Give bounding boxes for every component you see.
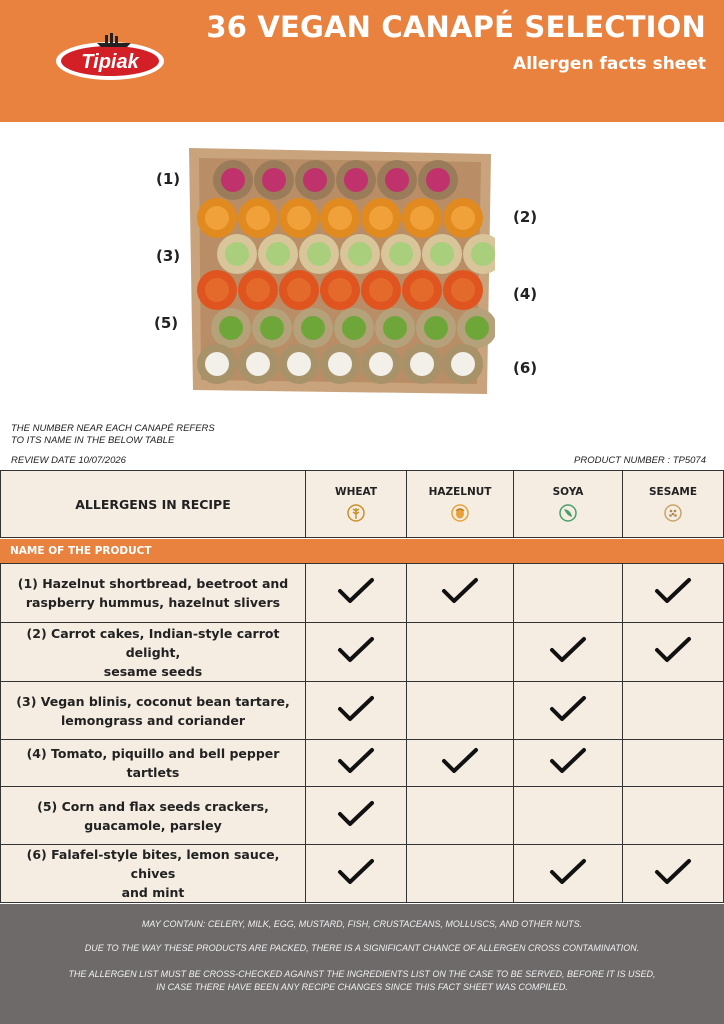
sesame-icon <box>664 504 682 522</box>
may-contain-text: MAY CONTAIN: CELERY, MILK, EGG, MUSTARD, FISH, CRUSTACEANS, MOLLUSCS, AND OTHER NUTS. <box>141 919 583 929</box>
allergen-column-soya <box>513 470 623 538</box>
allergen-cell-hazelnut <box>406 563 514 623</box>
checkmark-icon <box>549 694 587 724</box>
page-title: 36 VEGAN CANAPÉ SELECTION <box>206 10 706 44</box>
image-label-1: (1) <box>156 170 181 188</box>
allergen-cell-hazelnut <box>406 739 514 787</box>
note-line-2: TO ITS NAME IN THE BELOW TABLE <box>11 435 175 446</box>
cross-check-text-line-2: IN CASE THERE HAVE BEEN ANY RECIPE CHANGES SINCE THIS FACT SHEET WAS COMPILED. <box>156 982 568 992</box>
product-name-line-2: lemongrass and coriander <box>60 712 246 728</box>
image-label-3: (3) <box>156 247 181 265</box>
allergen-cell-soya <box>513 844 623 903</box>
checkmark-icon <box>654 576 692 606</box>
cross-contamination-text: DUE TO THE WAY THESE PRODUCTS ARE PACKED, THERE IS A SIGNIFICANT CHANCE OF ALLERGEN CROSS CONTAMINATION. <box>84 943 640 953</box>
allergen-cell-sesame <box>622 786 724 845</box>
product-name-line-2: guacamole, parsley <box>84 817 222 833</box>
allergen-cell-hazelnut <box>406 622 514 682</box>
allergen-cell-soya <box>513 786 623 845</box>
product-name-cell <box>0 786 306 845</box>
hazelnut-icon <box>451 504 469 522</box>
allergen-name: HAZELNUT <box>428 486 492 498</box>
checkmark-icon <box>337 635 375 665</box>
tipiak-logo <box>55 33 165 81</box>
checkmark-icon <box>337 694 375 724</box>
product-name-line-2: sesame seeds <box>103 663 203 679</box>
allergen-cell-sesame <box>622 681 724 740</box>
section-band-product-name: NAME OF THE PRODUCT <box>0 539 724 563</box>
allergen-name: SESAME <box>648 486 698 498</box>
product-name-line-1: (1) Hazelnut shortbread, beetroot and <box>17 576 289 591</box>
allergen-cell-wheat <box>305 844 407 903</box>
allergen-cell-hazelnut <box>406 844 514 903</box>
header-banner <box>0 0 724 122</box>
allergen-cell-sesame <box>622 739 724 787</box>
checkmark-icon <box>337 576 375 606</box>
allergen-cell-soya <box>513 622 623 682</box>
product-name-line-1: (4) Tomato, piquillo and bell pepper tartlets <box>26 746 280 780</box>
checkmark-icon <box>654 635 692 665</box>
allergen-cell-sesame <box>622 622 724 682</box>
product-name-cell <box>0 622 306 682</box>
allergen-cell-soya <box>513 739 623 787</box>
allergen-column-hazelnut <box>406 470 514 538</box>
checkmark-icon <box>337 799 375 829</box>
product-name-line-2: and mint <box>121 885 185 900</box>
checkmark-icon <box>337 857 375 887</box>
checkmark-icon <box>441 746 479 776</box>
image-label-2: (2) <box>513 208 538 226</box>
checkmark-icon <box>337 746 375 776</box>
product-name-line-2: raspberry hummus, hazelnut slivers <box>25 595 281 610</box>
allergen-name: WHEAT <box>334 486 377 498</box>
logo-text: Tipiak <box>81 51 139 73</box>
checkmark-icon <box>549 635 587 665</box>
allergen-cell-sesame <box>622 844 724 903</box>
allergen-column-wheat <box>305 470 407 538</box>
image-label-5: (5) <box>154 314 179 332</box>
allergen-cell-wheat <box>305 681 407 740</box>
product-name-line-1: (3) Vegan blinis, coconut bean tartare, <box>16 693 290 709</box>
allergen-name: SOYA <box>552 486 584 498</box>
product-name-line-1: (2) Carrot cakes, Indian-style carrot delight, <box>26 625 280 660</box>
allergen-cell-hazelnut <box>406 681 514 740</box>
product-name-line-1: (5) Corn and flax seeds crackers, <box>37 798 269 814</box>
product-name-cell <box>0 844 306 903</box>
product-number: PRODUCT NUMBER : TP5074 <box>574 455 706 466</box>
allergen-cell-sesame <box>622 563 724 623</box>
checkmark-icon <box>549 746 587 776</box>
table-header-label: ALLERGENS IN RECIPE <box>0 470 306 538</box>
soya-icon <box>559 504 577 522</box>
allergen-cell-wheat <box>305 622 407 682</box>
wheat-icon <box>347 504 365 522</box>
allergen-cell-wheat <box>305 786 407 845</box>
footer-disclaimer <box>0 904 724 1024</box>
product-name-cell <box>0 681 306 740</box>
note-line-1: THE NUMBER NEAR EACH CANAPÉ REFERS <box>11 423 215 434</box>
allergen-cell-wheat <box>305 739 407 787</box>
product-name-cell <box>0 563 306 623</box>
allergen-cell-hazelnut <box>406 786 514 845</box>
allergen-cell-soya <box>513 563 623 623</box>
image-label-4: (4) <box>513 285 538 303</box>
review-date: REVIEW DATE 10/07/2026 <box>11 455 126 466</box>
allergen-cell-wheat <box>305 563 407 623</box>
image-label-6: (6) <box>513 359 538 377</box>
allergen-cell-soya <box>513 681 623 740</box>
checkmark-icon <box>549 857 587 887</box>
page-subtitle: Allergen facts sheet <box>513 54 706 74</box>
checkmark-icon <box>441 576 479 606</box>
checkmark-icon <box>654 857 692 887</box>
product-name-line-1: (6) Falafel-style bites, lemon sauce, chives <box>26 847 280 881</box>
allergen-column-sesame <box>622 470 724 538</box>
product-name-cell <box>0 739 306 787</box>
cross-check-text-line-1: THE ALLERGEN LIST MUST BE CROSS-CHECKED AGAINST THE INGREDIENTS LIST ON THE CASE TO BE SERVED, BEFORE IT IS USED, <box>68 969 656 979</box>
canape-tray-image <box>185 146 495 396</box>
